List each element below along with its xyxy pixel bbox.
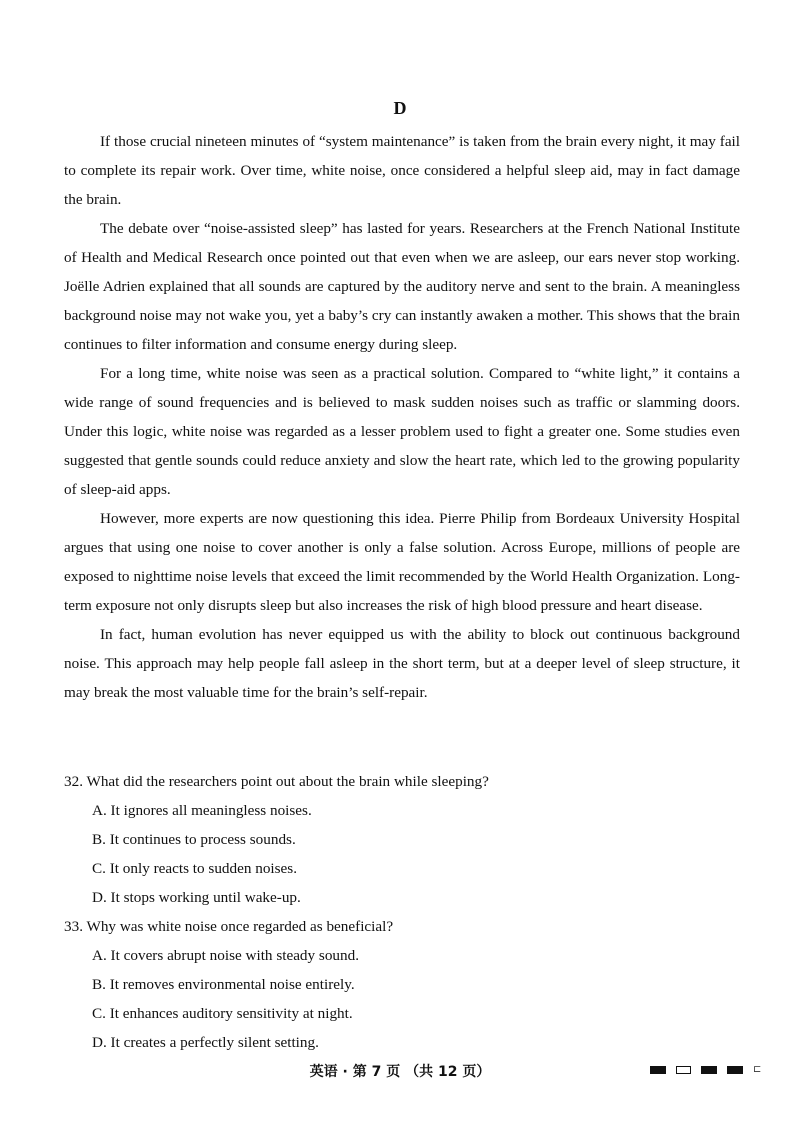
registration-mark-tail: ⊏ (753, 1064, 762, 1075)
question-stem: 33. Why was white noise once regarded as beneficial? (64, 918, 394, 935)
passage-paragraph: However, more experts are now questioning this idea. Pierre Philip from Bordeaux University Hospital argues that using one noise to cover another is only a false solution. Across Europe, millions of people are exposed to nighttime noise levels that exceed the limit recommended by the World Health Organization. Long-term exposure not only disrupts sleep but also increases the risk of high blood pressure and heart disease. (64, 510, 740, 614)
option-d: D. It stops working until wake-up. (92, 889, 301, 906)
option-b: B. It continues to process sounds. (92, 831, 296, 848)
registration-mark-solid (701, 1066, 717, 1074)
reading-passage (64, 127, 740, 707)
option-a: A. It covers abrupt noise with steady sound. (92, 947, 359, 964)
option-d: D. It creates a perfectly silent setting. (92, 1034, 319, 1051)
registration-mark-hollow (676, 1066, 691, 1074)
passage-paragraph: For a long time, white noise was seen as a practical solution. Compared to “white light,” it contains a wide range of sound frequencies and is believed to mask sudden noises such as traffic or slamming doors. Under this logic, white noise was regarded as a lesser problem used to fight a greater one. Some studies even suggested that gentle sounds could reduce anxiety and slow the heart rate, which led to the growing popularity of sleep-aid apps. (64, 365, 740, 498)
page-footer: 英语 · 第 7 页 （共 12 页） (309, 1064, 491, 1080)
registration-mark-solid (727, 1066, 743, 1074)
question-stem: 32. What did the researchers point out about the brain while sleeping? (64, 773, 489, 790)
passage-paragraph: If those crucial nineteen minutes of “system maintenance” is taken from the brain every night, it may fail to complete its repair work. Over time, white noise, once considered a helpful sleep aid, may in fact damage the brain. (64, 133, 740, 208)
registration-marks (650, 1064, 761, 1075)
question-33 (64, 912, 740, 1057)
registration-mark-solid (650, 1066, 666, 1074)
option-c: C. It enhances auditory sensitivity at night. (92, 1005, 353, 1022)
passage-paragraph: In fact, human evolution has never equipped us with the ability to block out continuous background noise. This approach may help people fall asleep in the short term, but at a deeper level of sleep structure, it may break the most valuable time for the brain’s self-repair. (64, 626, 740, 701)
option-b: B. It removes environmental noise entirely. (92, 976, 355, 993)
question-list (64, 767, 740, 1057)
option-c: C. It only reacts to sudden noises. (92, 860, 298, 877)
question-32 (64, 767, 740, 912)
passage-paragraph: The debate over “noise-assisted sleep” has lasted for years. Researchers at the French National Institute of Health and Medical Research once pointed out that even when we are asleep, our ears never stop working. Joëlle Adrien explained that all sounds are captured by the auditory nerve and sent to the brain. A meaningless background noise may not wake you, yet a baby’s cry can instantly awaken a mother. This shows that the brain continues to filter information and consume energy during sleep. (64, 220, 740, 353)
option-a: A. It ignores all meaningless noises. (92, 802, 312, 819)
section-title: D (393, 98, 407, 118)
